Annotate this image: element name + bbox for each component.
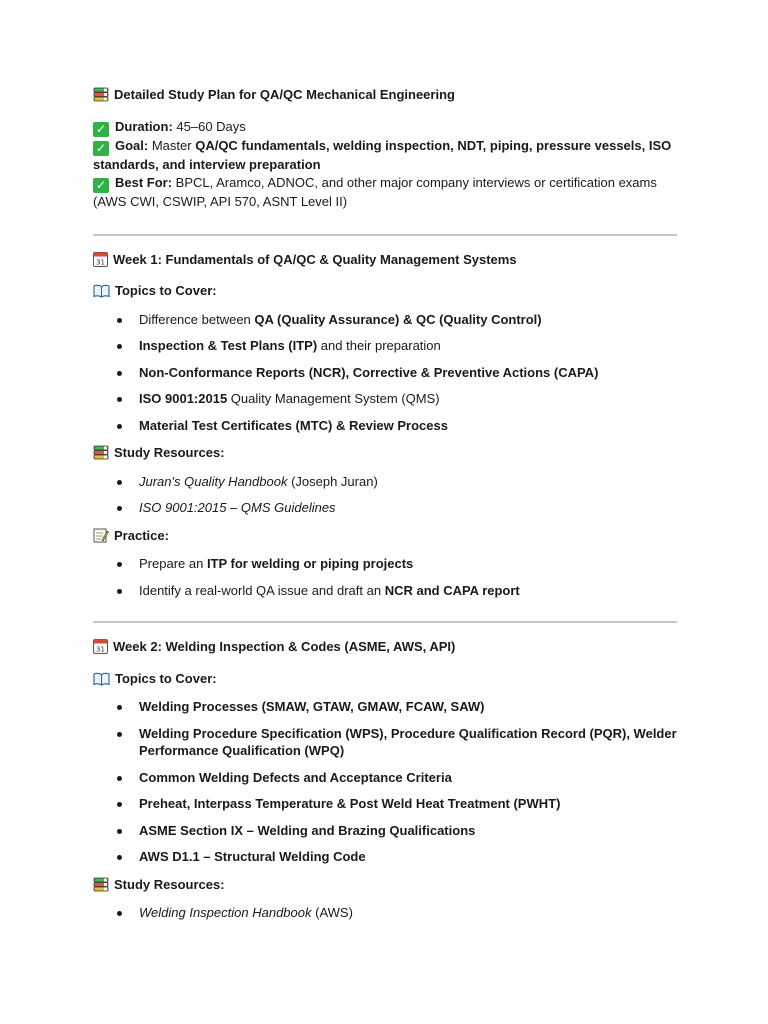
calendar-icon <box>93 639 108 660</box>
list-item: Common Welding Defects and Acceptance Criteria <box>93 769 677 787</box>
goal-bold: QA/QC fundamentals, welding inspection, NDT, piping, pressure vessels, ISO standards, and interview preparation <box>93 137 672 172</box>
bestfor-label: Best For: <box>115 175 173 190</box>
plan-title-text: Detailed Study Plan for QA/QC Mechanical Engineering <box>114 87 455 102</box>
list-item: Preheat, Interpass Temperature & Post Weld Heat Treatment (PWHT) <box>93 795 677 813</box>
svg-text:31: 31 <box>96 645 105 654</box>
week2-resources-list <box>93 904 677 922</box>
calendar-icon <box>93 252 108 273</box>
plan-title <box>93 86 677 108</box>
week1-resources-label: Study Resources: <box>93 444 677 466</box>
goal-label: Goal: <box>115 137 149 153</box>
week2-topics-label: Topics to Cover: <box>93 670 677 692</box>
week1-title: Week 1: Fundamentals of QA/QC & Quality Management Systems <box>113 251 517 267</box>
week2-resources-label: Study Resources: <box>93 876 677 898</box>
week1-resources-list <box>93 473 677 517</box>
list-item: Difference between QA (Quality Assurance) & QC (Quality Control) <box>93 311 677 329</box>
list-item: ISO 9001:2015 – QMS Guidelines <box>93 499 677 517</box>
week2-title: Week 2: Welding Inspection & Codes (ASME, AWS, API) <box>113 639 456 654</box>
list-item: Welding Processes (SMAW, GTAW, GMAW, FCAW, SAW) <box>93 698 677 716</box>
goal-line <box>93 137 677 175</box>
open-book-icon <box>93 284 110 304</box>
list-item: Welding Procedure Specification (WPS), Procedure Qualification Record (PQR), Welder Performance Qualification (WPQ) <box>93 725 677 760</box>
duration-value: 45–60 Days <box>172 118 246 134</box>
books-icon <box>93 87 109 108</box>
list-item: Material Test Certificates (MTC) & Review Process <box>93 417 677 435</box>
list-item: AWS D1.1 – Structural Welding Code <box>93 848 677 866</box>
week1-practice-list <box>93 555 677 599</box>
open-book-icon <box>93 672 110 692</box>
check-icon: ✓ <box>93 141 109 156</box>
list-item: Inspection & Test Plans (ITP) and their preparation <box>93 337 677 355</box>
section-divider <box>93 234 677 236</box>
list-item: Welding Inspection Handbook (AWS) <box>93 904 677 922</box>
memo-icon <box>93 528 109 549</box>
week1-topics-label: Topics to Cover: <box>93 282 677 304</box>
list-item: Identify a real-world QA issue and draft an NCR and CAPA report <box>93 582 677 600</box>
list-item: ISO 9001:2015 Quality Management System (QMS) <box>93 390 677 408</box>
bestfor-line <box>93 174 677 212</box>
books-icon <box>93 877 109 898</box>
list-item: Non-Conformance Reports (NCR), Corrective & Preventive Actions (CAPA) <box>93 364 677 382</box>
duration-label: Duration: <box>115 118 173 134</box>
week2-heading <box>93 638 677 660</box>
svg-text:31: 31 <box>96 258 105 266</box>
week2-topics-list <box>93 698 677 866</box>
list-item: Prepare an ITP for welding or piping projects <box>93 555 677 573</box>
week1-heading <box>93 251 677 273</box>
list-item: Juran's Quality Handbook (Joseph Juran) <box>93 473 677 491</box>
week1-topics-list <box>93 311 677 435</box>
section-divider <box>93 621 677 623</box>
books-icon <box>93 445 109 466</box>
document-page <box>93 86 677 931</box>
bestfor-value: BPCL, Aramco, ADNOC, and other major company interviews or certification exams (AWS CWI, CSWIP, API 570, ASNT Level II) <box>93 175 657 209</box>
goal-pre: Master <box>148 137 196 153</box>
check-icon: ✓ <box>93 178 109 193</box>
duration-line <box>93 118 677 137</box>
week1-practice-label: Practice: <box>93 527 677 549</box>
list-item: ASME Section IX – Welding and Brazing Qualifications <box>93 822 677 840</box>
check-icon: ✓ <box>93 122 109 137</box>
